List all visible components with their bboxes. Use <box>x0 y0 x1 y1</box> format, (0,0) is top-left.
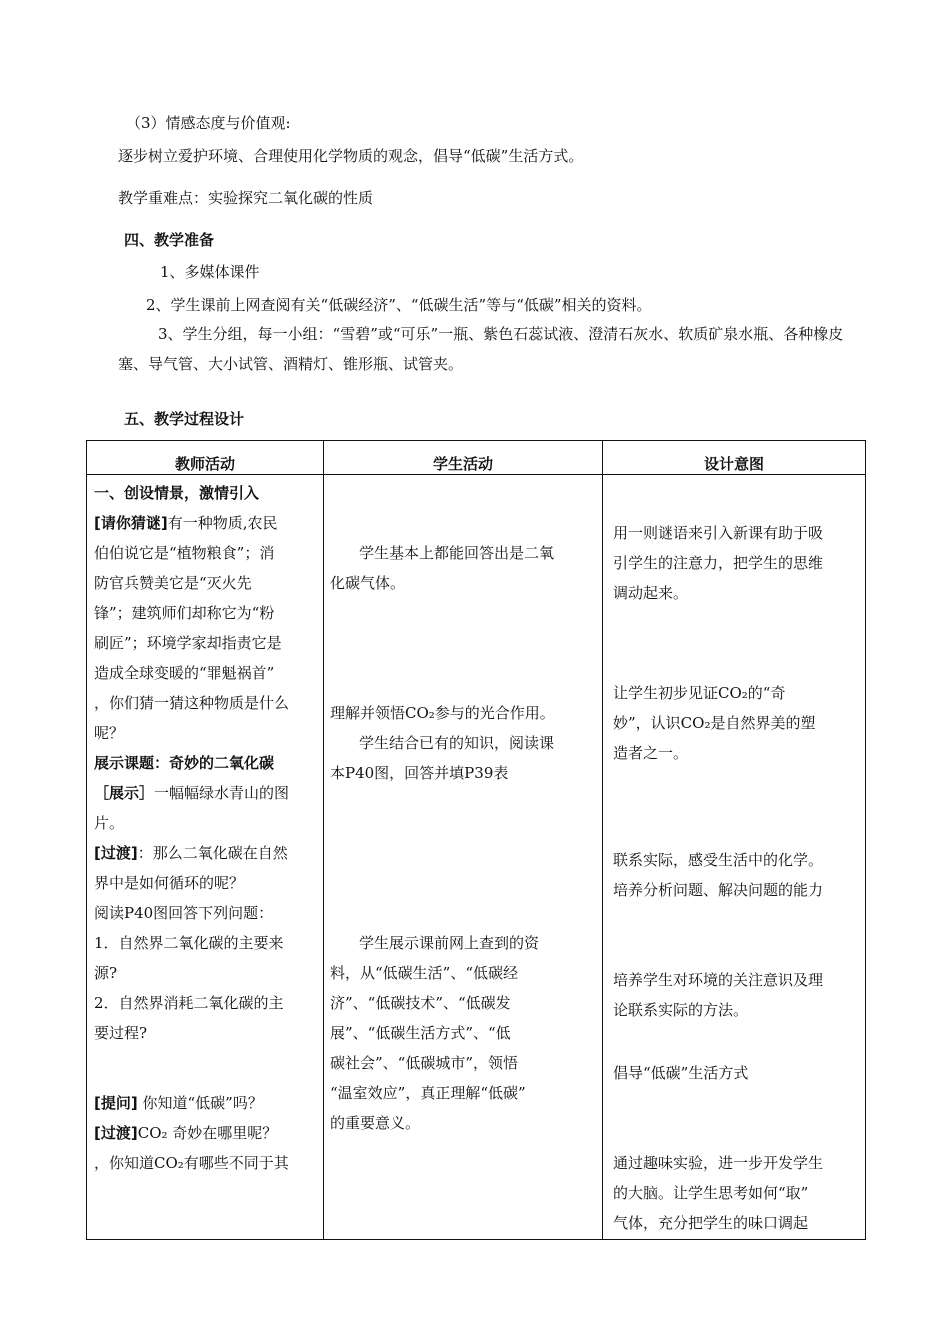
student-answer-4-line-7: 的重要意义。 <box>330 1114 421 1132</box>
intent-2-line-3: 造者之一。 <box>613 744 689 762</box>
key-difficulty: 教学重难点：实验探究二氧化碳的性质 <box>118 189 374 207</box>
question-1-line-1: 1．自然界二氧化碳的主要来 <box>94 934 284 952</box>
riddle-line-2: 伯伯说它是“植物粮食”；消 <box>94 544 275 562</box>
show-label: ［展示］ <box>94 784 155 802</box>
transition-2-text: CO₂ 奇妙在哪里呢？ <box>137 1124 278 1142</box>
prep-item-3: 3、学生分组，每一小组：“雪碧”或“可乐”一瓶、紫色石蕊试液、澄清石灰水、软质矿泉水瓶、各种橡皮塞、导气管、大小试管、酒精灯、锥形瓶、试管夹。 <box>118 325 844 373</box>
intent-1-line-3: 调动起来。 <box>613 584 689 602</box>
show-line-1 <box>94 783 289 803</box>
intent-4-line-2: 论联系实际的方法。 <box>613 1001 749 1019</box>
student-answer-4-line-3: 济”、“低碳技术”、“低碳发 <box>330 994 511 1012</box>
teacher-title: 一、创设情景，激情引入 <box>94 484 260 502</box>
riddle-line-4: 锋”；建筑师们却称它为“粉 <box>94 604 275 622</box>
transition-line-1 <box>94 843 288 863</box>
intent-1-line-1: 用一则谜语来引入新课有助于吸 <box>613 524 824 542</box>
topic-title: 展示课题：奇妙的二氧化碳 <box>94 754 275 772</box>
ask-label: [提问] <box>94 1094 138 1112</box>
ask-text: 你知道“低碳”吗？ <box>137 1094 263 1112</box>
question-2-line-1: 2．自然界消耗二氧化碳的主 <box>94 994 284 1012</box>
riddle-line-1 <box>94 513 278 533</box>
process-table <box>86 440 866 1240</box>
intent-5: 倡导“低碳”生活方式 <box>613 1064 749 1082</box>
question-2-line-2: 要过程? <box>94 1024 148 1042</box>
intent-2-line-2: 妙”，认识CO₂是自然界美的塑 <box>613 714 816 732</box>
student-answer-1-line-1: 学生基本上都能回答出是二氧 <box>359 544 555 562</box>
student-activity-cell <box>324 475 603 1240</box>
riddle-line-6: 造成全球变暖的“罪魁祸首” <box>94 664 275 682</box>
student-answer-4-line-2: 料，从“低碳生活”、“低碳经 <box>330 964 519 982</box>
transition-2-label: [过渡] <box>94 1124 138 1142</box>
design-intent-cell <box>603 475 866 1240</box>
header-student-activity: 学生活动 <box>324 441 603 475</box>
student-answer-4-line-4: 展”、“低碳生活方式”、“低 <box>330 1024 511 1042</box>
intent-3-line-1: 联系实际，感受生活中的化学。 <box>613 851 824 869</box>
student-answer-3-line-2: 本P40图，回答并填P39表 <box>330 764 509 782</box>
prep-item-2: 2、学生课前上网查阅有关“低碳经济”、“低碳生活”等与“低碳”相关的资料。 <box>146 296 652 314</box>
riddle-line-7: ，你们猜一猜这种物质是什么 <box>94 694 290 712</box>
riddle-line-5: 刷匠”；环境学家却指责它是 <box>94 634 282 652</box>
attitude-text: 逐步树立爱护环境、合理使用化学物质的观念，倡导“低碳”生活方式。 <box>118 147 584 165</box>
intent-3-line-2: 培养分析问题、解决问题的能力 <box>613 881 824 899</box>
transition-line-2: 界中是如何循环的呢？ <box>94 874 245 892</box>
read-instruction: 阅读P40图回答下列问题： <box>94 904 274 922</box>
show-text-1: 一幅幅绿水青山的图 <box>154 784 290 802</box>
intent-6-line-1: 通过趣味实验，进一步开发学生 <box>613 1154 824 1172</box>
riddle-line-3: 防官兵赞美它是“灭火先 <box>94 574 252 592</box>
prep-item-1: 1、多媒体课件 <box>160 263 260 281</box>
intent-6-line-3: 气体，充分把学生的味口调起 <box>613 1214 809 1232</box>
header-design-intent: 设计意图 <box>603 441 866 475</box>
teacher-last-line: ，你知道CO₂有哪些不同于其 <box>94 1154 289 1172</box>
student-answer-2: 理解并领悟CO₂参与的光合作用。 <box>330 704 555 722</box>
riddle-line-8: 呢？ <box>94 724 125 742</box>
section-4-heading: 四、教学准备 <box>124 231 215 249</box>
student-answer-4-line-1: 学生展示课前网上查到的资 <box>359 934 540 952</box>
transition-label: [过渡] <box>94 844 138 862</box>
question-1-line-2: 源? <box>94 964 118 982</box>
transition-text-1: ：那么二氧化碳在自然 <box>137 844 288 862</box>
show-line-2: 片。 <box>94 814 125 832</box>
ask-line <box>94 1093 263 1113</box>
riddle-label: [请你猜谜] <box>94 514 168 532</box>
header-teacher-activity: 教师活动 <box>87 441 324 475</box>
intent-4-line-1: 培养学生对环境的关注意识及理 <box>613 971 824 989</box>
intent-1-line-2: 引学生的注意力，把学生的思维 <box>613 554 824 572</box>
teacher-activity-cell <box>87 475 324 1240</box>
riddle-text-1: 有一种物质,农民 <box>167 514 278 532</box>
student-answer-4-line-6: “温室效应”，真正理解“低碳” <box>330 1084 526 1102</box>
section-5-heading: 五、教学过程设计 <box>124 410 245 428</box>
student-answer-1-line-2: 化碳气体。 <box>330 574 406 592</box>
student-answer-4-line-5: 碳社会”、“低碳城市”，领悟 <box>330 1054 519 1072</box>
intent-2-line-1: 让学生初步见证CO₂的“奇 <box>613 684 786 702</box>
intent-6-line-2: 的大脑。让学生思考如何“取” <box>613 1184 809 1202</box>
student-answer-3-line-1: 学生结合已有的知识，阅读课 <box>359 734 555 752</box>
attitude-heading: （3）情感态度与价值观: <box>126 114 291 132</box>
transition-2-line <box>94 1123 277 1143</box>
